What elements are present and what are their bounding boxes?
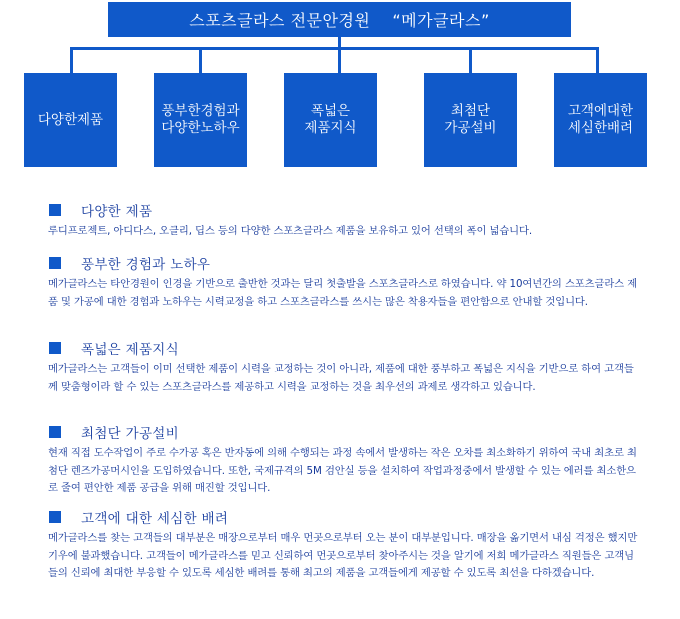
square-bullet-icon: [49, 342, 61, 354]
section-title: 폭넓은 제품지식: [81, 342, 179, 358]
section-header: [49, 201, 152, 219]
section-title: 고객에 대한 세심한 배려: [81, 511, 229, 527]
square-bullet-icon: [49, 511, 61, 523]
section-header: [49, 423, 179, 441]
section-header: [49, 339, 179, 357]
root-brand: “메가글라스”: [392, 11, 490, 30]
section-header: [49, 254, 210, 272]
section-header: [49, 508, 228, 526]
section-body: 메가글라스는 고객들이 이미 선택한 제품이 시력을 교정하는 것이 아니라, 제품에 대한 풍부하고 폭넓은 지식을 기반으로 하여 고객들께 맞춤형이라 할 수 있는 스포츠글라스를 제공하고 시력을 교정하는 것을 최우선의 과제로 생각하고 있습니다.: [48, 363, 634, 393]
branch-label: 풍부한경험과 다양한노하우: [161, 103, 240, 136]
branch-label: 최첨단 가공설비: [444, 103, 497, 136]
section-body: 메가글라스는 타안경원이 인경을 기반으로 출반한 것과는 달리 첫출발을 스포츠글라스로 하였습니다. 약 10여년간의 스포츠글라스 제품 및 가공에 대한 경험과 노하우는 시력교정을 하고 스포츠글라스를 쓰시는 많은 착용자들을 편안함으로 안내할 것입니다.: [48, 278, 638, 308]
section-title: 풍부한 경험과 노하우: [81, 257, 211, 273]
section-body: 현재 직접 도수작업이 주로 수가공 혹은 반자동에 의해 수행되는 과정 속에서 발생하는 작은 오차를 최소화하기 위하여 국내 최초로 최첨단 렌즈가공머시인을 도입하였습니다. 또한, 국제규격의 5M 검안실 등을 설치하여 작업과정중에서 발생할 수 있는 에러를 최소한으로 줄여 편안한 제품 공급을 위해 매진할 것입니다.: [48, 447, 637, 494]
section-title: 최첨단 가공설비: [81, 426, 179, 442]
branch-label: 다양한제품: [37, 111, 104, 128]
square-bullet-icon: [49, 204, 61, 216]
branch-label: 고객에대한 세심한배려: [567, 103, 634, 136]
section-body: 메가글라스를 찾는 고객들의 대부분은 매장으로부터 매우 먼곳으로부터 오는 분이 대부분입니다. 매장을 옮기면서 내심 걱정은 했지만 기우에 불과했습니다. 고객들이 메가글라스를 믿고 신뢰하여 먼곳으로부터 찾아주시는 것을 알기에 저희 메가글라스 직원들은 고객님들의 신뢰에 최대한 부응할 수 있도록 세심한 배려를 통해 최고의 제품을 고객들에게 제공할 수 있도록 최선을 다하겠습니다.: [48, 532, 638, 579]
square-bullet-icon: [49, 426, 61, 438]
root-title: 스포츠글라스 전문안경원: [189, 11, 371, 30]
square-bullet-icon: [49, 257, 61, 269]
branch-label: 폭넓은 제품지식: [304, 103, 357, 136]
section-body: 루디프로젝트, 아디다스, 오클리, 딥스 등의 다양한 스포츠글라스 제품을 보유하고 있어 선택의 폭이 넓습니다.: [48, 225, 533, 237]
section-title: 다양한 제품: [81, 204, 153, 220]
